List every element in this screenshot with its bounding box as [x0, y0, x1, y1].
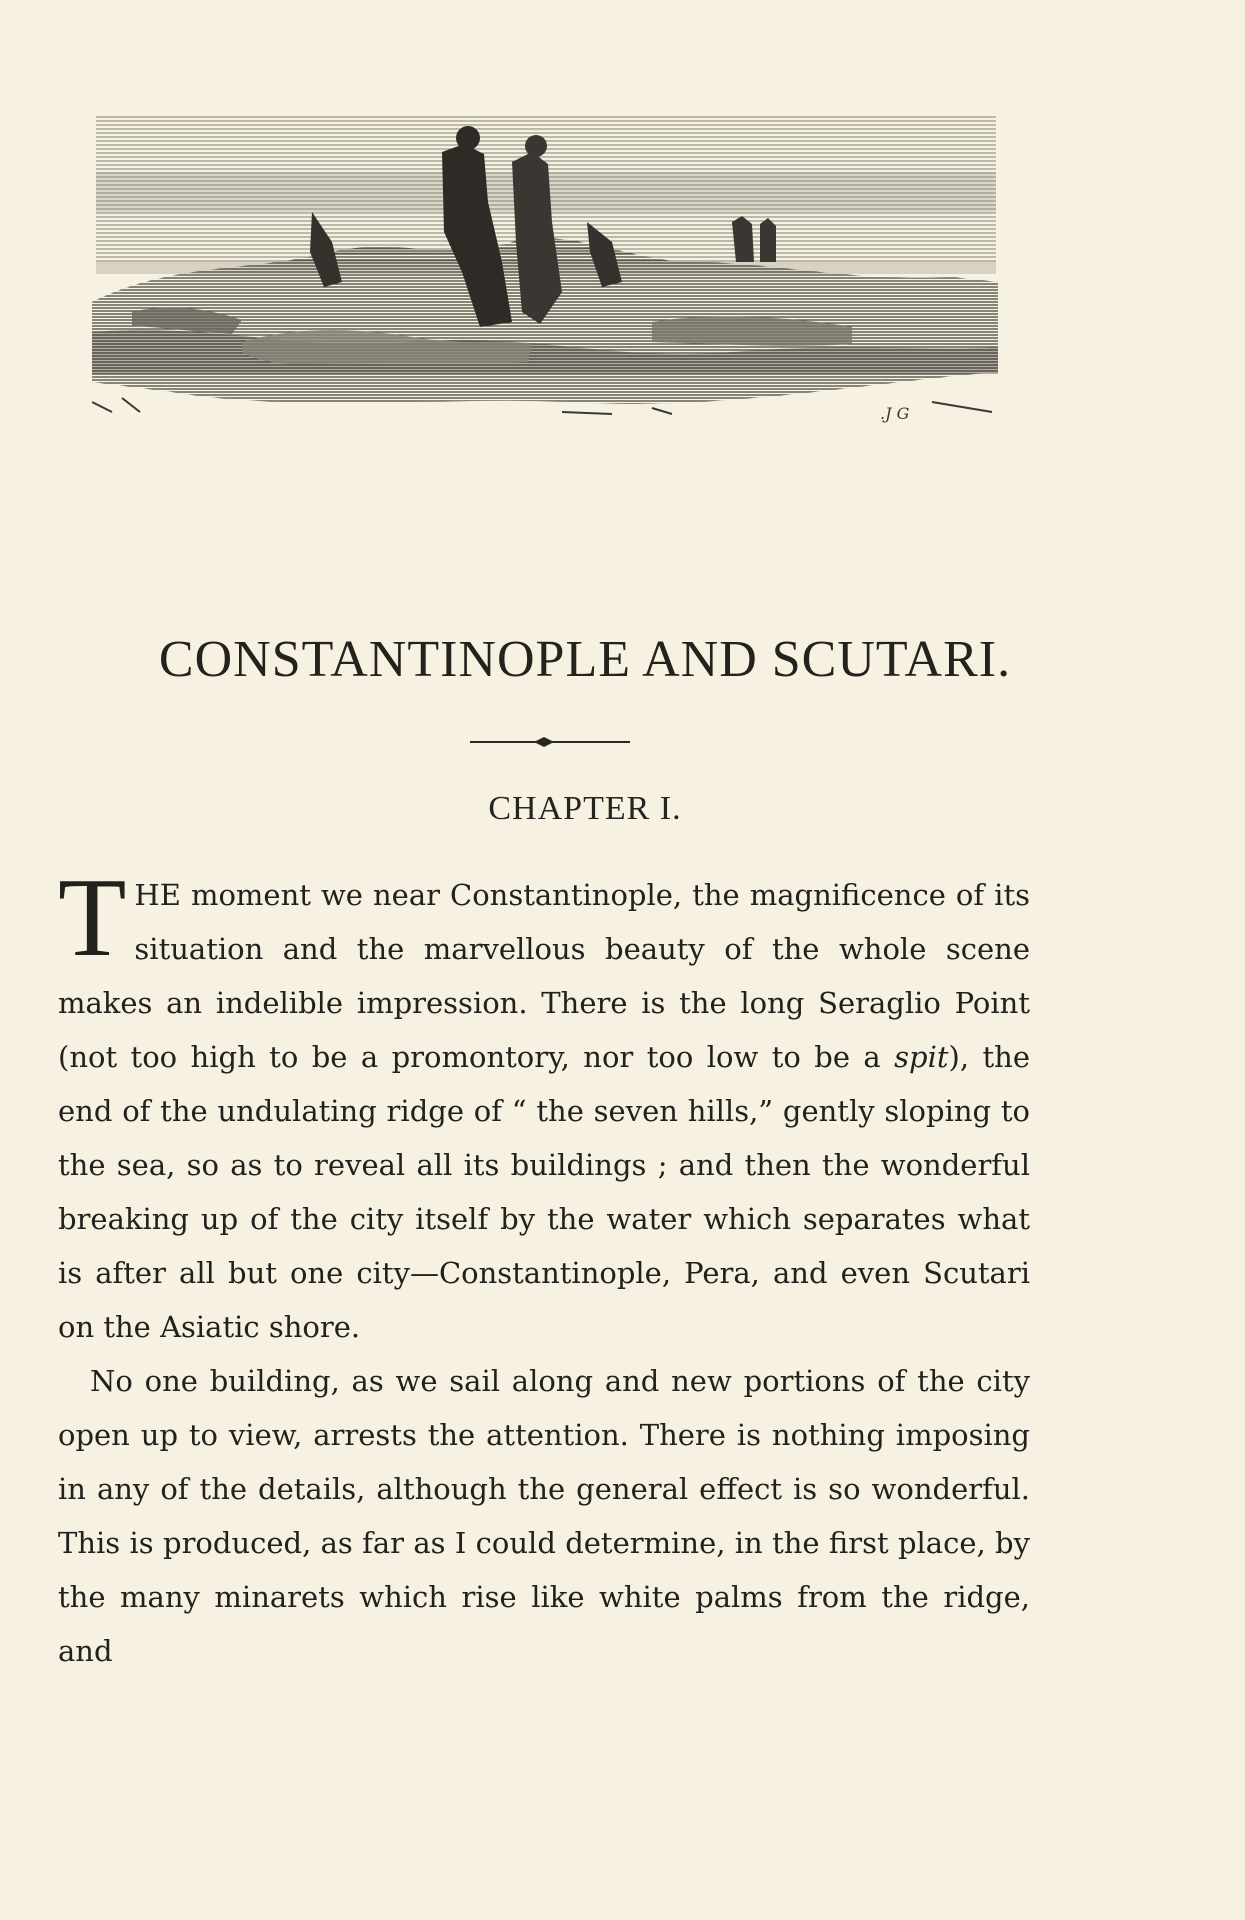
battlefield-engraving-icon — [92, 112, 1002, 432]
paragraph-1-text-a: moment we near Constantinople, the magnificence of its situation and the marvellous beauty of the whole scene makes an indelible impression. There is the long Seraglio Point (not too high to be a promontory, nor too low to be a — [58, 878, 1030, 1074]
engraver-signature: .J G — [880, 404, 910, 423]
ornamental-rule-icon — [470, 734, 630, 750]
chapter-heading: CHAPTER I. — [488, 790, 682, 827]
drop-cap: T — [58, 856, 127, 980]
lead-in: HE — [134, 878, 181, 912]
paragraph-1 — [58, 856, 1031, 1354]
paragraph-2: No one building, as we sail along and new portions of the city open up to view, arrests the attention. There is nothing imposing in any of the details, although the general effect is so wonderful. This is produced, as far as I could determine, in the first place, by the many minarets which rise like white palms from the ridge, and — [58, 1364, 1030, 1668]
emphasis-spit: spit — [894, 1040, 949, 1074]
paragraph-1-text-b: ), the end of the undulating ridge of “ the seven hills,” gently sloping to the sea, so as to reveal all its buildings ; and then the wonderful breaking up of the city itself by the water which separates what is after all but one city—Constantinople, Pera, and even Scutari on the Asiatic shore. — [58, 1040, 1031, 1344]
body-text — [58, 856, 1031, 1678]
page-title: CONSTANTINOPLE AND SCUTARI. — [158, 631, 1012, 688]
